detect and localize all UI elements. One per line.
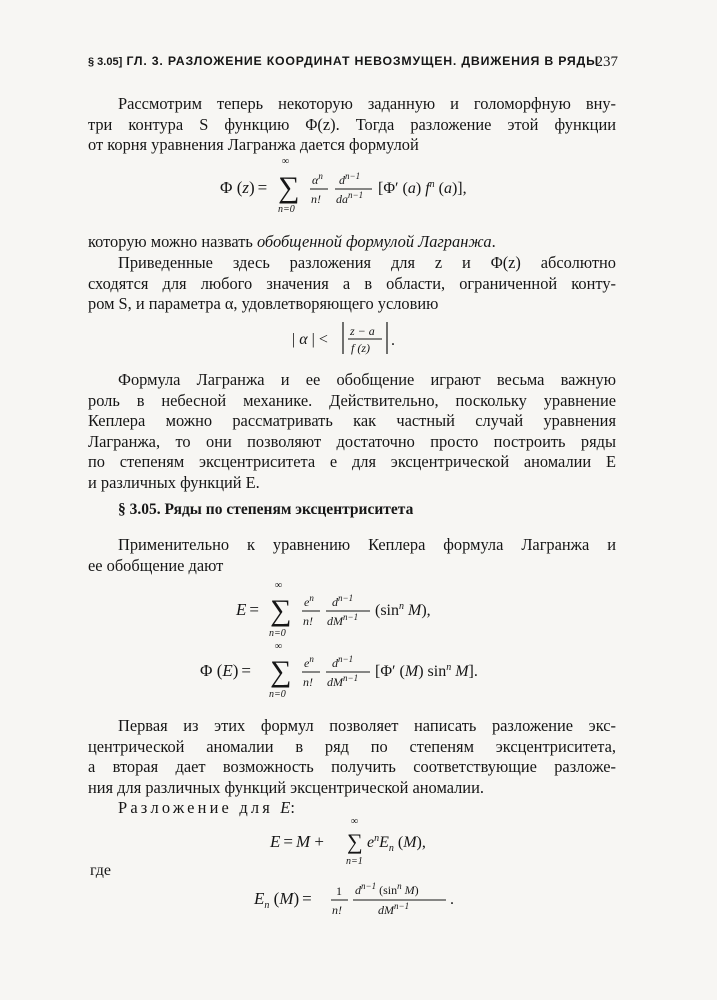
svg-text:dan−1: $da^{n-1}$ (336, 190, 364, 206)
svg-text:(sinn M),: ($\sin^n$ M), (375, 601, 431, 619)
svg-text:Φ (z)=: Φ (z) = (220, 178, 268, 197)
text-line: роль в небесной механике. Действительно, поскольку уравнение (88, 390, 616, 410)
svg-text:dn−1: $d^{n-1}$ (332, 593, 354, 609)
text-line: и различных функций E. (88, 472, 260, 492)
paragraph-celestial-mechanics (88, 370, 616, 494)
svg-text:n=0: n=0 (269, 689, 286, 700)
paragraph-first-formula (88, 716, 616, 798)
formula-eccentric-anomaly-series (236, 582, 456, 642)
header-section-ref: § 3.05] (88, 56, 123, 68)
svg-text:∑: ∑ (270, 655, 292, 688)
text-line: Применительно к уравнению Кеплера формула Лагранжа и (118, 535, 616, 554)
formula-function-of-anomaly-series (200, 643, 510, 703)
text-line: Первая из этих формул позволяет написать разложение экс- (118, 716, 616, 735)
paragraph-named-formula (88, 232, 616, 253)
formula-En-definition (254, 876, 464, 926)
text-line: Лагранжа, то они позволяют достаточно просто построить ряды (88, 431, 616, 451)
text-line: Формула Лагранжа и ее обобщение играют весьма важную (118, 370, 616, 389)
svg-text:n!: n! (303, 675, 313, 689)
svg-text:n!: n! (303, 614, 313, 628)
svg-text:E=: E = (236, 600, 259, 619)
svg-text:dn−1: $d^{n-1}$ (339, 171, 361, 187)
text-line: по степеням эксцентриситета e для эксцентрической аномалии E (88, 452, 616, 472)
svg-text:n!: n! (332, 903, 342, 917)
text-line: а вторая дает возможность получить соответствующие разложе- (88, 757, 616, 777)
svg-text:enEn (M),: $e^nE_n$ (M), (367, 833, 426, 854)
svg-text:∑: ∑ (270, 594, 292, 627)
svg-text:∞: ∞ (351, 816, 359, 827)
svg-text:.: . (391, 332, 395, 349)
paragraph-convergence (88, 253, 616, 315)
svg-text:∑: ∑ (278, 171, 300, 204)
paragraph-intro (88, 94, 616, 156)
text-line: Приведенные здесь разложения для z и Φ(z) абсолютно (118, 253, 616, 272)
svg-text:[Φ′ (M) sinn M].: [Φ′ (M) $\sin^n M$]. (375, 662, 478, 680)
text-run: . (491, 232, 496, 251)
svg-text:∞: ∞ (275, 580, 283, 591)
text-line: ее обобщение дают (88, 555, 224, 575)
running-header (88, 54, 618, 68)
formula-convergence-condition (292, 318, 422, 360)
svg-text:en: $e^n$ (304, 593, 314, 609)
svg-text:n=0: n=0 (278, 204, 295, 215)
svg-text:En (M)=: $E_n$ (M) = (254, 889, 312, 911)
svg-text:dn−1 (sinn M): $d^{n-1}$ ($\sin^n$ M) (355, 881, 419, 897)
text-line: ния для различных функций эксцентрической аномалии. (88, 777, 484, 797)
svg-text:E=M +: E = M + (270, 832, 324, 851)
text-line: ром S, и параметра α, удовлетворяющего условию (88, 294, 439, 314)
svg-text:en: $e^n$ (304, 654, 314, 670)
svg-text:f (z): f (z) (351, 341, 371, 355)
svg-text:dn−1: $d^{n-1}$ (332, 654, 354, 670)
svg-text:n=0: n=0 (269, 628, 286, 639)
text-line: от корня уравнения Лагранжа дается формулой (88, 135, 419, 155)
text-line: три контура S функцию Φ(z). Тогда разложение этой функции (88, 114, 616, 134)
svg-text:z − a: z − a (350, 324, 375, 338)
text-line: центрической аномалии в ряд по степеням эксцентриситета, (88, 736, 616, 756)
formula-generalized-lagrange (220, 156, 500, 220)
svg-text:n!: n! (311, 192, 321, 206)
svg-text:.: . (450, 891, 454, 908)
page-number: 237 (595, 54, 618, 70)
text-line: сходятся для любого значения a в области, ограниченной конту- (88, 273, 616, 293)
svg-text:∑: ∑ (347, 829, 363, 854)
svg-text:αn: $\alpha^n$ (312, 171, 323, 187)
label-variable: E (280, 798, 291, 817)
where-label: где (90, 862, 112, 879)
svg-text:dMn−1: $dM^{n-1}$ (327, 673, 359, 689)
text-run: которую можно назвать (88, 232, 257, 251)
svg-text:[Φ′ (a) fn (a)],: [Φ′ (a) $f^n$ (a)], (378, 179, 467, 197)
formula-anomaly-expansion (270, 815, 460, 873)
svg-text:Φ (E)=: Φ (E) = (200, 661, 252, 680)
paragraph-kepler (88, 535, 616, 576)
svg-text:1: 1 (336, 884, 342, 898)
expansion-label: Разложение для E: (118, 798, 295, 817)
svg-text:| α | <: | α | < (292, 331, 328, 348)
svg-text:dMn−1: $dM^{n-1}$ (378, 901, 410, 917)
header-title: ГЛ. 3. РАЗЛОЖЕНИЕ КООРДИНАТ НЕВОЗМУЩЕН. ДВИЖЕНИЯ В РЯДЫ (126, 54, 599, 68)
section-heading: § 3.05. Ряды по степеням эксцентриситета (118, 501, 414, 518)
svg-text:∞: ∞ (275, 641, 283, 652)
spaced-label: Разложение для (118, 798, 281, 817)
text-line: Рассмотрим теперь некоторую заданную и голоморфную вну- (118, 94, 616, 113)
emphasized-term: обобщенной формулой Лагранжа (256, 232, 492, 251)
svg-text:n=1: n=1 (346, 856, 363, 867)
svg-text:∞: ∞ (282, 156, 290, 167)
text-line: Кеплера можно рассматривать как частный случай уравнения (88, 411, 616, 431)
svg-text:dMn−1: $dM^{n-1}$ (327, 612, 359, 628)
